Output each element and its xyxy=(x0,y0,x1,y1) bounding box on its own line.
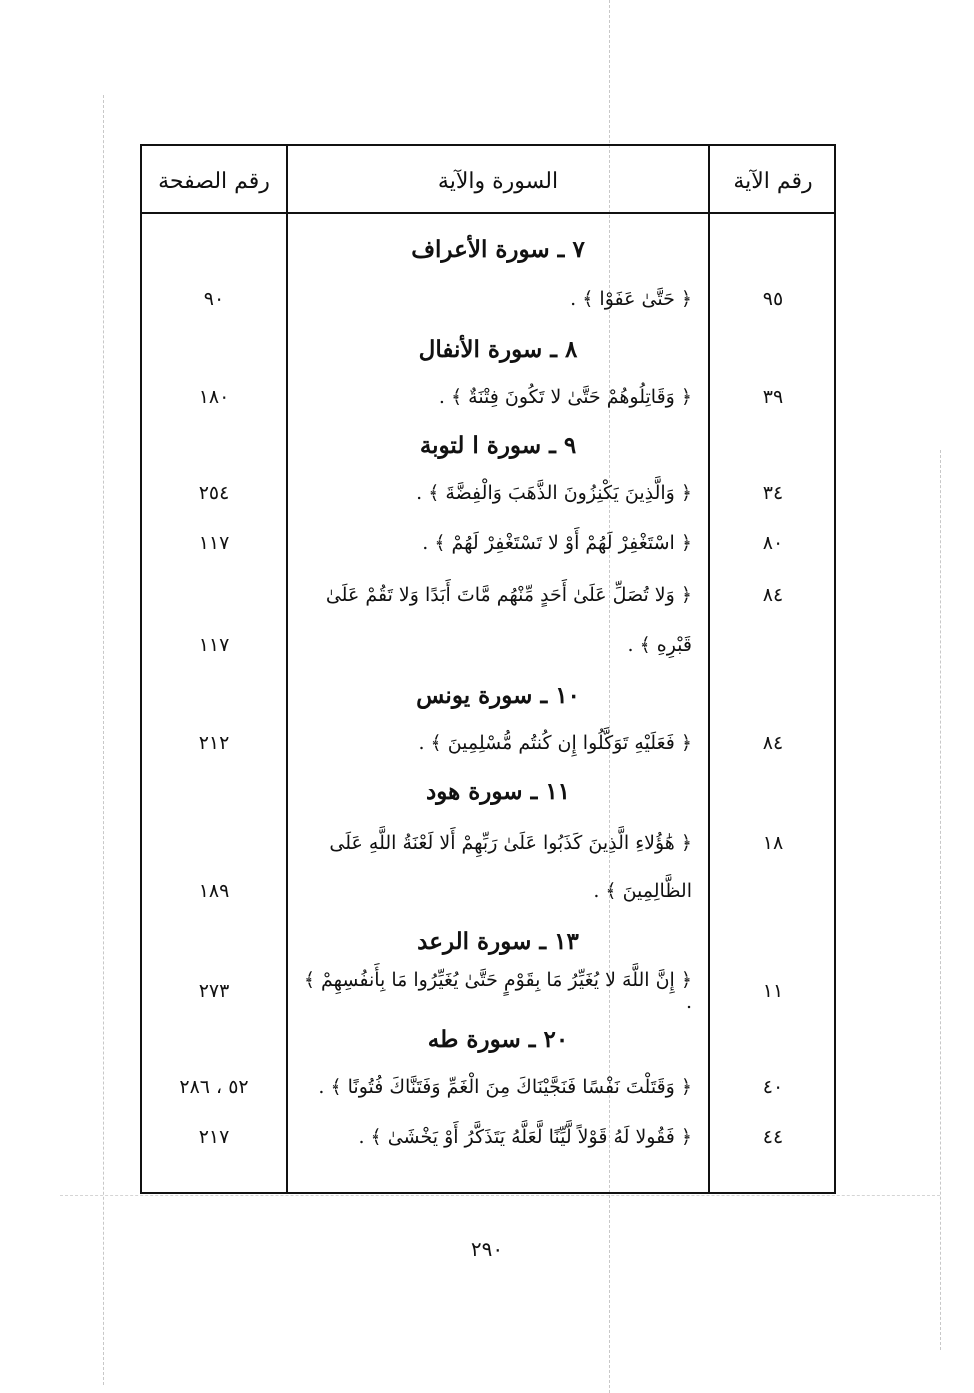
page-number-cell: ٩٠ xyxy=(203,288,225,310)
page-number-cell: ١١٧ xyxy=(198,532,230,554)
page-number-cell: ٢١٧ xyxy=(198,1126,230,1148)
table-row-continuation xyxy=(142,620,836,670)
table-row xyxy=(142,1062,836,1112)
verse-text: ﴿ فَقُولا لَهُ قَوْلاً لَّيِّنًا لَّعَلَّهُ يَتَذَكَّرُ أَوْ يَخْشَىٰ ﴾ . xyxy=(358,1126,692,1148)
verse-text: ﴿ وَلا تُصَلِّ عَلَىٰ أَحَدٍ مِّنْهُم مَّاتَ أَبَدًا وَلا تَقُمْ عَلَىٰ xyxy=(325,584,692,606)
page-number-cell: ١١٧ xyxy=(198,634,230,656)
surah-title: ١٣ ـ سورة الرعد xyxy=(417,927,579,955)
surah-title: ١٠ ـ سورة يونس xyxy=(416,681,580,709)
ayah-number-cell: ٣٤ xyxy=(762,482,784,504)
ayah-number-cell: ١٨ xyxy=(762,832,784,854)
ayah-number-cell: ٨٤ xyxy=(762,732,784,754)
scan-guide-line xyxy=(60,1195,940,1196)
header-ayah-number: رقم الآية xyxy=(733,168,813,194)
verse-text: ﴿ وَقَتَلْتَ نَفْسًا فَنَجَّيْنَاكَ مِنَ الْغَمِّ وَفَتَنَّاكَ فُتُونًا ﴾ . xyxy=(318,1076,692,1098)
ayah-number-cell: ٨٤ xyxy=(762,584,784,606)
page-number-cell: ٢١٢ xyxy=(198,732,230,754)
ayah-number-cell: ٤٤ xyxy=(762,1126,784,1148)
verse-text: ﴿ اسْتَغْفِرْ لَهُمْ أَوْ لا تَسْتَغْفِرْ لَهُمْ ﴾ . xyxy=(422,532,692,554)
header-surah-ayah: السورة والآية xyxy=(437,168,559,194)
scan-guide-line xyxy=(940,450,941,1350)
verse-text: ﴿ وَقَاتِلُوهُمْ حَتَّىٰ لا تَكُونَ فِتْنَةٌ ﴾ . xyxy=(438,386,692,408)
verse-text: ﴿ هَٰؤُلاءِ الَّذِينَ كَذَبُوا عَلَىٰ رَبِّهِمْ أَلا لَعْنَةُ اللَّهِ عَلَى xyxy=(329,832,692,854)
table-row xyxy=(142,966,836,1016)
page-number-cell: ١٨٩ xyxy=(198,880,230,902)
table-row xyxy=(142,1112,836,1162)
table-row xyxy=(142,274,836,324)
table-row-continuation xyxy=(142,866,836,916)
ayah-number-cell: ٨٠ xyxy=(762,532,784,554)
verse-text-continuation: الظَّالِمِينَ ﴾ . xyxy=(593,880,692,902)
verse-text: ﴿ حَتَّىٰ عَفَوْا ﴾ . xyxy=(570,288,692,310)
surah-title: ٢٠ ـ سورة طه xyxy=(427,1025,569,1053)
table-row xyxy=(142,372,836,422)
verse-text: ﴿ إِنَّ اللَّهَ لا يُغَيِّرُ مَا بِقَوْمٍ حَتَّىٰ يُغَيِّرُوا مَا بِأَنفُسِهِمْ ﴾ . xyxy=(303,969,692,1013)
verse-text-continuation: قَبْرِهِ ﴾ . xyxy=(627,634,692,656)
table-row xyxy=(142,718,836,768)
surah-title: ٩ ـ سورة ا لتوبة xyxy=(419,431,577,459)
ayah-number-cell: ٣٩ xyxy=(762,386,784,408)
verse-text: ﴿ فَعَلَيْهِ تَوَكَّلُوا إِن كُنتُم مُّسْلِمِينَ ﴾ . xyxy=(418,732,692,754)
surah-title: ٧ ـ سورة الأعراف xyxy=(411,235,585,263)
ayah-number-cell: ٤٠ xyxy=(762,1076,784,1098)
page-footer-number: ٢٩٠ xyxy=(470,1237,504,1261)
page-number-cell: ٢٥٤ xyxy=(198,482,230,504)
page-number-cell: ١٨٠ xyxy=(198,386,230,408)
surah-title: ٨ ـ سورة الأنفال xyxy=(418,335,578,363)
page-number-cell: ٥٢ ، ٢٨٦ xyxy=(179,1076,249,1098)
verse-text: ﴿ وَالَّذِينَ يَكْنِزُونَ الذَّهَبَ وَالْفِضَّةَ ﴾ . xyxy=(416,482,692,504)
ayah-number-cell: ٩٥ xyxy=(762,288,784,310)
surah-title: ١١ ـ سورة هود xyxy=(425,777,571,805)
ayah-number-cell: ١١ xyxy=(762,980,784,1002)
table-row xyxy=(142,518,836,568)
index-table xyxy=(140,144,836,1194)
table-row xyxy=(142,468,836,518)
table-row xyxy=(142,818,836,868)
header-divider xyxy=(142,212,834,214)
scan-guide-line xyxy=(103,95,104,1385)
table-row xyxy=(142,570,836,620)
page-number-cell: ٢٧٣ xyxy=(198,980,230,1002)
header-page-number: رقم الصفحة xyxy=(158,168,270,194)
